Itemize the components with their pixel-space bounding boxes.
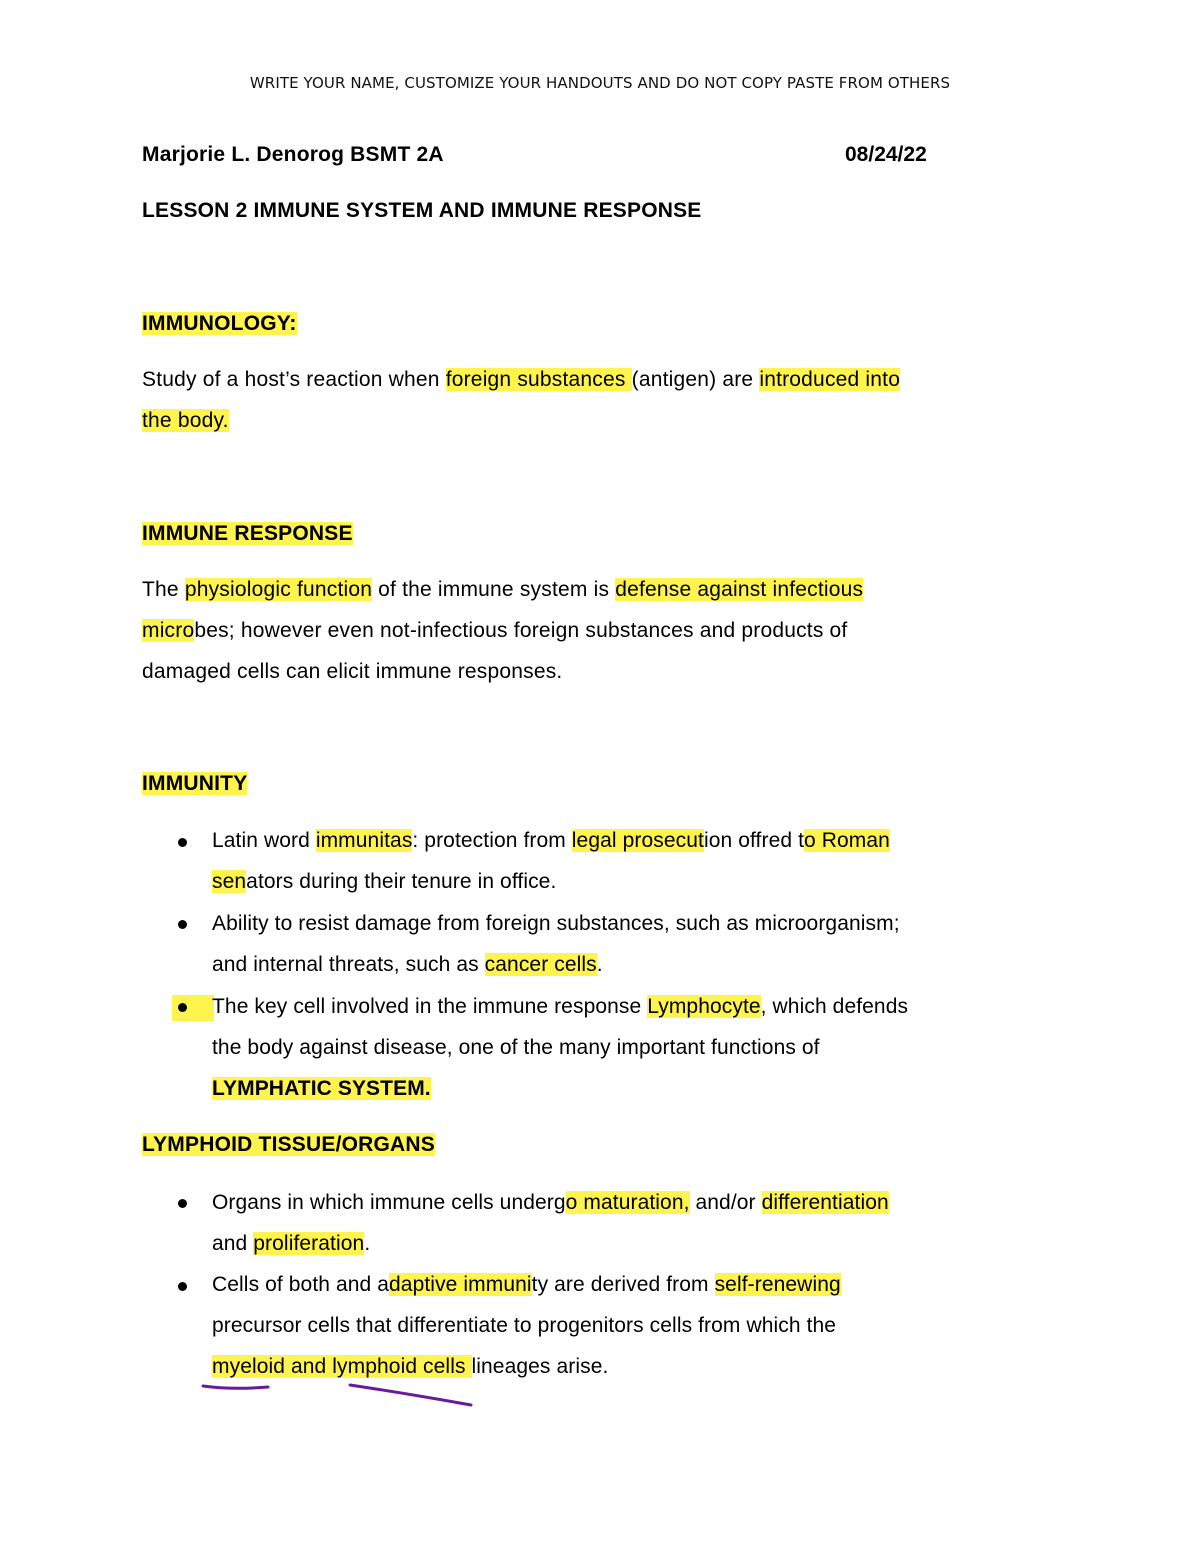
header-instruction: WRITE YOUR NAME, CUSTOMIZE YOUR HANDOUTS AND DO NOT COPY PASTE FROM OTHERS xyxy=(249,74,951,92)
paragraph-line: Study of a host’s reaction when foreign substances (antigen) are introduced into xyxy=(142,368,901,391)
list-item-continuation: and internal threats, such as cancer cells. xyxy=(212,953,603,976)
paragraph-line: microbes; however even not-infectious foreign substances and products of xyxy=(142,619,848,642)
section-heading-immunology: IMMUNOLOGY: xyxy=(142,312,297,335)
list-item: Latin word immunitas: protection from legal prosecution offred to Roman xyxy=(212,829,890,852)
list-item-continuation: myeloid and lymphoid cells lineages arise. xyxy=(212,1355,609,1378)
paragraph-line: The physiologic function of the immune system is defense against infectious xyxy=(142,578,864,601)
bullet-icon xyxy=(178,1282,187,1291)
section-heading-immunity: IMMUNITY xyxy=(142,772,248,795)
section-heading-immune-response: IMMUNE RESPONSE xyxy=(142,522,353,545)
document-date: 08/24/22 xyxy=(845,143,927,166)
list-item-continuation: and proliferation. xyxy=(212,1232,371,1255)
list-item: Ability to resist damage from foreign substances, such as microorganism; xyxy=(212,912,900,935)
list-item-continuation: precursor cells that differentiate to progenitors cells from which the xyxy=(212,1314,837,1337)
bullet-icon xyxy=(178,838,187,847)
list-item: Organs in which immune cells undergo maturation, and/or differentiation xyxy=(212,1191,889,1214)
bullet-icon xyxy=(178,1003,187,1012)
student-name-line: Marjorie L. Denorog BSMT 2A xyxy=(142,143,444,166)
list-item: Cells of both and adaptive immunity are derived from self-renewing xyxy=(212,1273,841,1296)
list-item-continuation: senators during their tenure in office. xyxy=(212,870,557,893)
lesson-title: LESSON 2 IMMUNE SYSTEM AND IMMUNE RESPONSE xyxy=(142,199,702,222)
list-item-continuation: the body against disease, one of the many important functions of xyxy=(212,1036,820,1059)
paragraph-line: damaged cells can elicit immune responses. xyxy=(142,660,563,683)
paragraph-line: the body. xyxy=(142,409,229,432)
list-item-continuation: LYMPHATIC SYSTEM. xyxy=(212,1077,431,1100)
bullet-icon xyxy=(178,920,187,929)
bullet-icon xyxy=(178,1199,187,1208)
section-heading-lymphoid: LYMPHOID TISSUE/ORGANS xyxy=(142,1133,435,1156)
list-item: The key cell involved in the immune response Lymphocyte, which defends xyxy=(212,995,909,1018)
